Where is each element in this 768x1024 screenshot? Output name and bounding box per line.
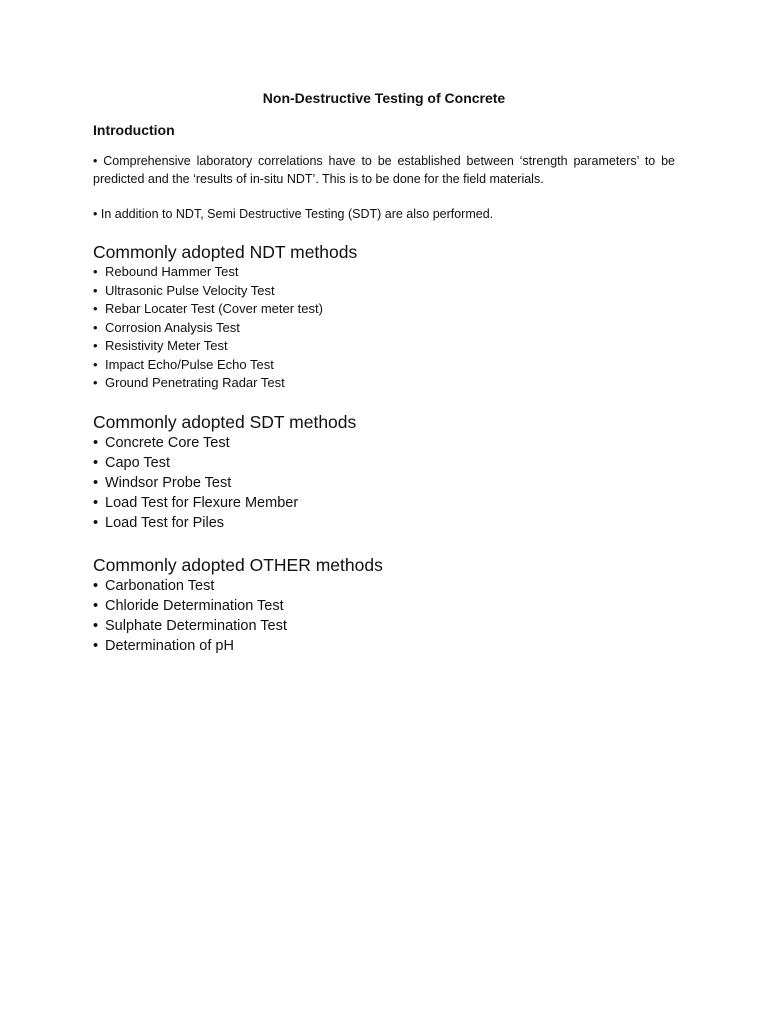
list-item-label: Resistivity Meter Test	[105, 338, 228, 353]
introduction-heading: Introduction	[93, 122, 175, 138]
bullet-icon: •	[93, 474, 99, 491]
list-item-label: Corrosion Analysis Test	[105, 319, 240, 335]
bullet-icon: •	[93, 597, 99, 614]
document-page	[93, 88, 675, 656]
list-item	[93, 453, 675, 473]
list-item-label: Windsor Probe Test	[105, 474, 232, 491]
list-item-label: Capo Test	[105, 454, 171, 471]
sdt-methods-heading: Commonly adopted SDT methods	[93, 411, 357, 432]
list-item-label: Chloride Determination Test	[105, 597, 284, 614]
other-methods-heading: Commonly adopted OTHER methods	[93, 554, 383, 575]
list-item	[93, 300, 675, 319]
list-item-label: Load Test for Piles	[105, 514, 225, 531]
bullet-icon: •	[93, 454, 99, 471]
list-item-label: Ground Penetrating Radar Test	[105, 375, 285, 390]
bullet-icon: •	[93, 375, 98, 390]
bullet-icon: •	[93, 577, 99, 594]
list-item	[93, 576, 675, 596]
list-item	[93, 319, 675, 338]
bullet-icon: •	[93, 637, 99, 654]
document-title: Non-Destructive Testing of Concrete	[262, 90, 506, 106]
bullet-icon: •	[93, 514, 99, 531]
list-item	[93, 493, 675, 513]
bullet-icon: •	[93, 494, 99, 511]
list-item-label: Sulphate Determination Test	[105, 617, 287, 634]
ndt-methods-list	[93, 263, 675, 393]
list-item-label: Impact Echo/Pulse Echo Test	[105, 356, 274, 372]
list-item-label: Determination of pH	[105, 637, 234, 654]
list-item	[93, 636, 675, 656]
list-item-label: Ultrasonic Pulse Velocity Test	[105, 282, 275, 298]
list-item	[93, 513, 675, 533]
bullet-icon: •	[93, 282, 98, 298]
bullet-icon: •	[93, 301, 98, 316]
introduction-paragraph-2: • In addition to NDT, Semi Destructive Testing (SDT) are also performed.	[93, 207, 494, 221]
introduction-paragraph-1: • Comprehensive laboratory correlations have to be established between ‘strength parameters’ to be predicted and the ‘results of in-situ NDT’. This is to be done for the field materials.	[93, 154, 675, 186]
list-item	[93, 263, 675, 282]
list-item	[93, 473, 675, 493]
list-item-label: Rebound Hammer Test	[105, 264, 239, 279]
list-item	[93, 337, 675, 356]
bullet-icon: •	[93, 338, 98, 353]
list-item	[93, 616, 675, 636]
list-item	[93, 282, 675, 301]
sdt-methods-list	[93, 433, 675, 533]
list-item-label: Concrete Core Test	[105, 434, 230, 451]
list-item	[93, 374, 675, 393]
bullet-icon: •	[93, 434, 99, 451]
list-item-label: Carbonation Test	[105, 577, 215, 594]
list-item	[93, 356, 675, 375]
bullet-icon: •	[93, 319, 98, 335]
bullet-icon: •	[93, 617, 99, 634]
bullet-icon: •	[93, 356, 98, 372]
list-item-label: Rebar Locater Test (Cover meter test)	[105, 301, 323, 316]
ndt-methods-heading: Commonly adopted NDT methods	[93, 242, 358, 262]
list-item-label: Load Test for Flexure Member	[105, 494, 299, 511]
other-methods-list	[93, 576, 675, 656]
list-item	[93, 596, 675, 616]
list-item	[93, 433, 675, 453]
bullet-icon: •	[93, 264, 98, 279]
